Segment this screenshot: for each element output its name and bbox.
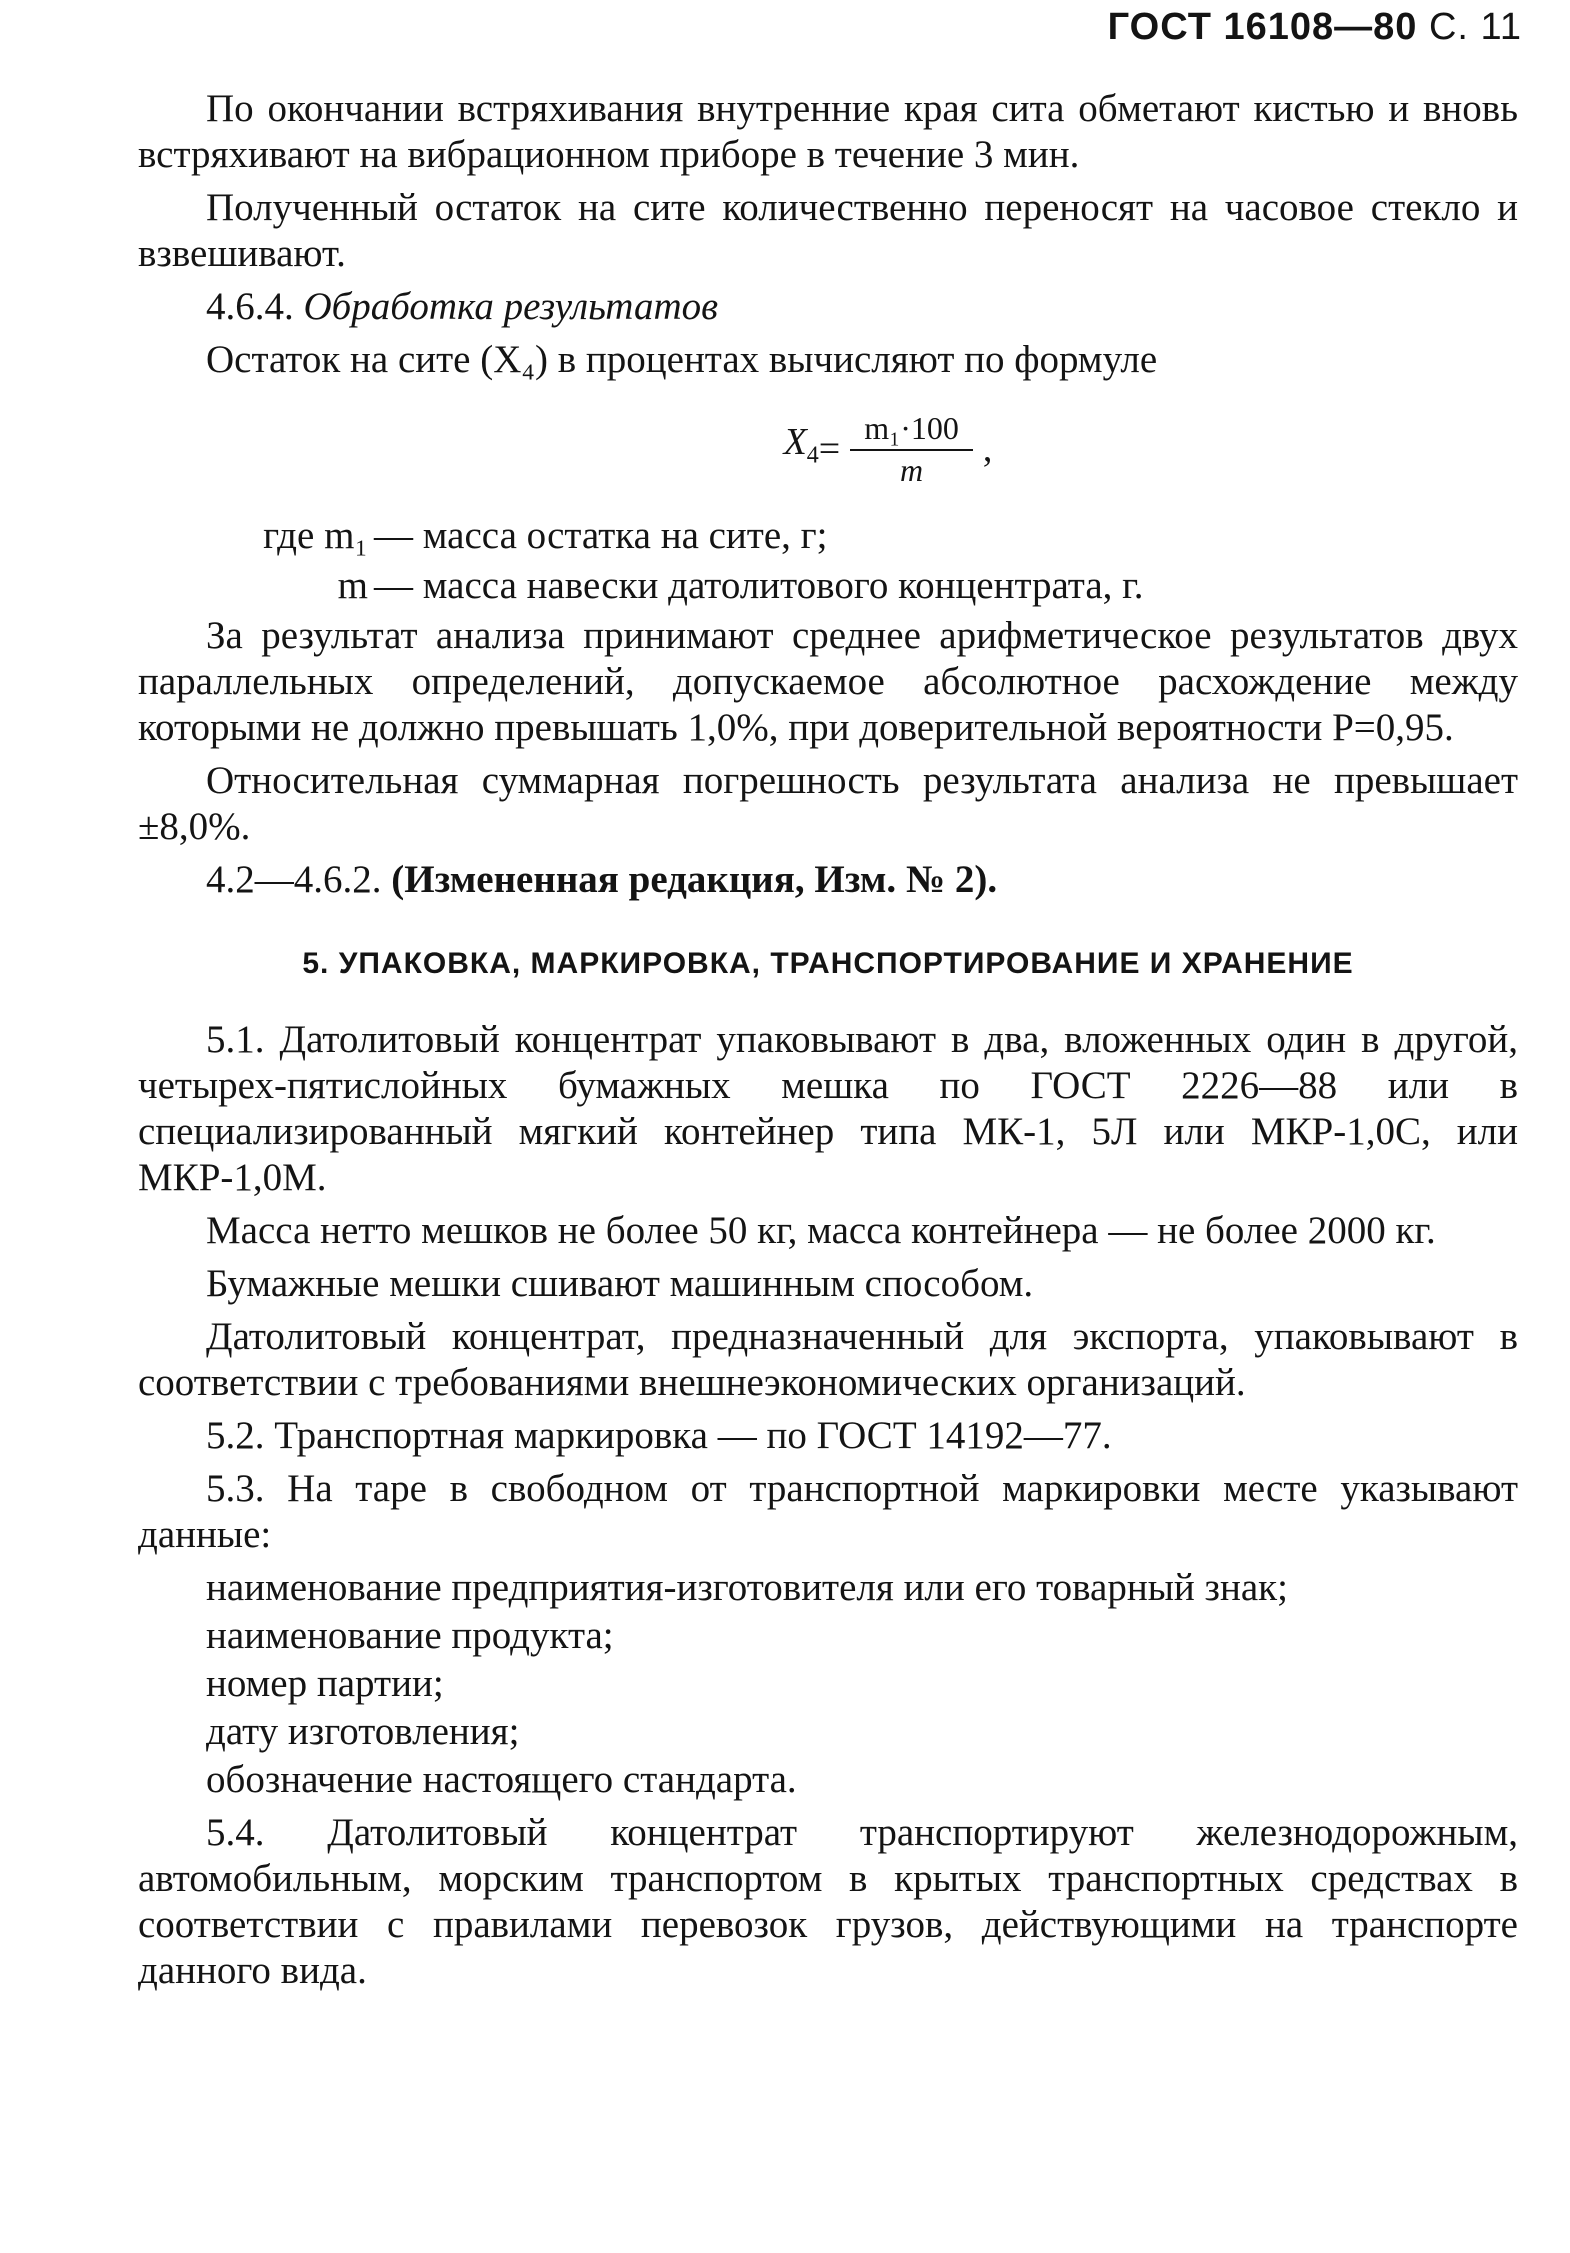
paragraph-shaking: По окончании встряхивания внутренние края сита обметают кистью и вновь встряхивают на вибрационном приборе в течение 3 мин.	[138, 87, 1518, 176]
list-item: наименование предприятия-изготовителя или его товарный знак;	[206, 1566, 1288, 1609]
paragraph-5-3: 5.3. На таре в свободном от транспортной маркировки месте указывают данные:	[138, 1467, 1518, 1556]
paragraph-5-1-mass: Масса нетто мешков не более 50 кг, масса контейнера — не более 2000 кг.	[206, 1209, 1436, 1252]
amendment-note	[138, 857, 1518, 903]
paragraph-5-4: 5.4. Датолитовый концентрат транспортируют железнодорожным, автомобильным, морским транспортом в крытых транспортных средствах в соответствии с правилами перевозок грузов, действующими на транспорте данного вида.	[138, 1811, 1518, 1992]
formula-legend	[138, 513, 1518, 609]
legend-symbol: где m₁	[263, 514, 368, 557]
formula-numerator: m₁·100	[850, 409, 973, 451]
paragraph-5-1-sewing: Бумажные мешки сшивают машинным способом.	[206, 1262, 1034, 1305]
section-5-title: 5. УПАКОВКА, МАРКИРОВКА, ТРАНСПОРТИРОВАНИЕ И ХРАНЕНИЕ	[302, 947, 1354, 980]
list-item: дату изготовления;	[206, 1710, 520, 1753]
paragraph-5-1: 5.1. Датолитовый концентрат упаковывают в два, вложенных один в другой, четырех-пятислойных бумажных мешка по ГОСТ 2226—88 или в специализированный мягкий контейнер типа МК-1, 5Л или МКР-1,0С, или МКР-1,0М.	[138, 1018, 1518, 1199]
page-header	[1108, 6, 1522, 49]
subsection-title: Обработка результатов	[303, 285, 719, 328]
legend-text: — масса навески датолитового концентрата, г.	[374, 564, 1144, 607]
paragraph-residue: Полученный остаток на сите количественно переносят на часовое стекло и взвешивают.	[138, 186, 1518, 275]
paragraph-5-1-export: Датолитовый концентрат, предназначенный для экспорта, упаковывают в соответствии с требованиями внешнеэкономических организаций.	[138, 1315, 1518, 1404]
list-item: наименование продукта;	[206, 1614, 614, 1657]
paragraph-5-2: 5.2. Транспортная маркировка — по ГОСТ 14192—77.	[206, 1414, 1112, 1457]
page-number: С. 11	[1428, 6, 1522, 48]
amendment-text: (Измененная редакция, Изм. № 2).	[391, 858, 998, 901]
formula-x4	[258, 409, 1518, 489]
amendment-ref: 4.2—4.6.2.	[206, 858, 382, 901]
legend-symbol: m	[337, 564, 368, 607]
standard-code: ГОСТ 16108—80	[1107, 6, 1418, 48]
legend-text: — масса остатка на сите, г;	[374, 514, 828, 557]
legend-row	[138, 563, 1518, 609]
subsection-number: 4.6.4.	[206, 285, 294, 328]
formula-lhs: $X_4$	[783, 421, 819, 469]
document-body	[138, 86, 1518, 2001]
formula-equals: =	[818, 428, 841, 470]
paragraph-error: Относительная суммарная погрешность результата анализа не превышает ±8,0%.	[138, 759, 1518, 848]
formula-denominator: m	[900, 452, 924, 488]
formula-comma: ,	[982, 428, 993, 470]
paragraph-formula-intro: Остаток на сите (X₄) в процентах вычисляют по формуле	[206, 338, 1158, 381]
marking-list	[138, 1565, 1518, 1803]
list-item: номер партии;	[206, 1662, 444, 1705]
subsection-4-6-4	[138, 284, 1518, 330]
formula-fraction	[850, 409, 973, 489]
list-item: обозначение настоящего стандарта.	[206, 1758, 797, 1801]
paragraph-result: За результат анализа принимают среднее арифметическое результатов двух параллельных определений, допускаемое абсолютное расхождение между которыми не должно превышать 1,0%, при доверительной вероятности P=0,95.	[138, 614, 1518, 749]
legend-row	[138, 513, 1518, 559]
